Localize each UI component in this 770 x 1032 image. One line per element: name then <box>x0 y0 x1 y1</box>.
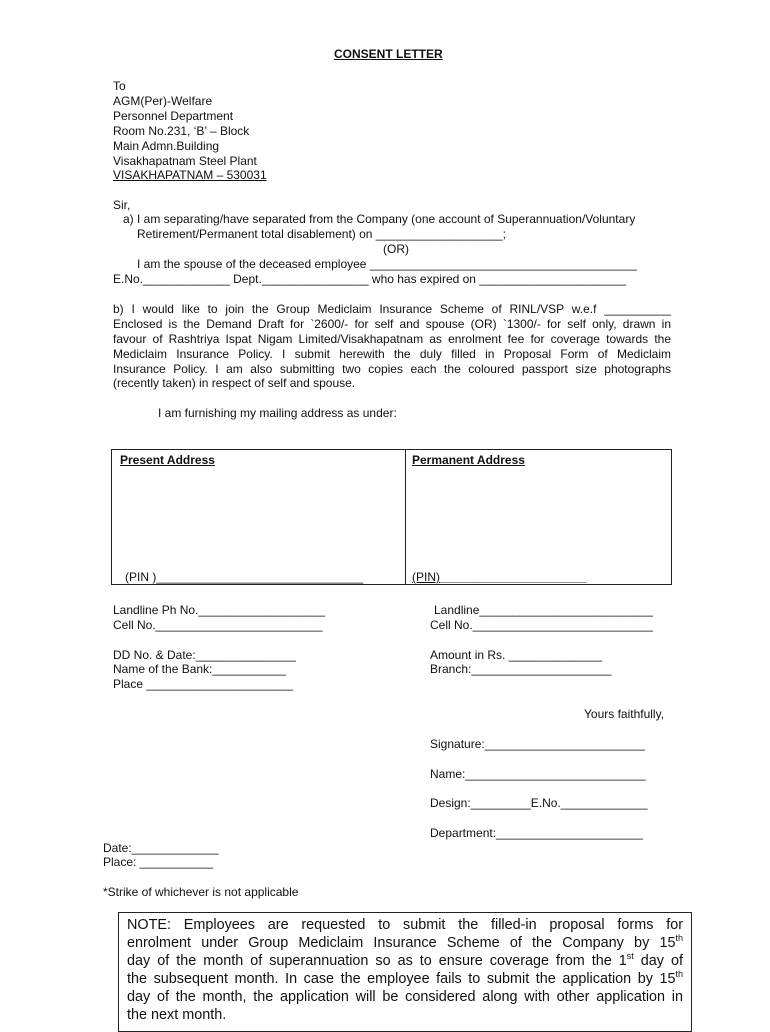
or-label: (OR) <box>383 242 409 256</box>
note-text: day of the month of superannuation so as to ensure coverage from the 1 <box>127 953 627 969</box>
para-b-line: (recently taken) in respect of self and spouse. <box>113 376 356 390</box>
address-table <box>111 449 672 585</box>
note-line: NOTE: Employees are requested to submit the filled-in proposal forms for <box>127 917 683 933</box>
addressee-line: AGM(Per)-Welfare <box>113 94 213 108</box>
addressee-line: Room No.231, ‘B’ – Block <box>113 124 250 138</box>
dd-no-field[interactable]: DD No. & Date:_______________ <box>113 648 296 662</box>
para-b-line: favour of Rashtriya Ispat Nigam Limited/Visakhapatnam as enrolment fee for coverage towards the <box>113 332 671 346</box>
amount-field[interactable]: Amount in Rs. ______________ <box>430 648 603 662</box>
page-title: CONSENT LETTER <box>334 47 443 61</box>
note-line: day of the month, the application will be considered along with other application in <box>127 989 683 1005</box>
para-b-line: Insurance Policy. I am also submitting two copies each the coloured passport size photographs <box>113 362 671 376</box>
para-a-line: I am the spouse of the deceased employee ________________________________________ <box>137 257 637 271</box>
para-a-line: E.No._____________ Dept.________________ who has expired on ______________________ <box>113 272 627 286</box>
permanent-address-header: Permanent Address <box>412 453 525 467</box>
permanent-pin-blank: ______________________ <box>440 570 587 584</box>
note-line: the next month. <box>127 1007 227 1023</box>
note-superscript: th <box>675 969 683 980</box>
para-a-line: a) I am separating/have separated from the Company (one account of Superannuation/Voluntary <box>123 212 636 226</box>
landline-ph-field[interactable]: Landline Ph No.___________________ <box>113 603 326 617</box>
place-field[interactable]: Place ______________________ <box>113 677 294 691</box>
date-field[interactable]: Date:_____________ <box>103 841 219 855</box>
present-pin-field[interactable]: (PIN )_______________________________ <box>125 570 364 584</box>
note-line <box>127 952 683 970</box>
department-field[interactable]: Department:______________________ <box>430 826 643 840</box>
present-address-header: Present Address <box>120 453 215 467</box>
addressee-line: Visakhapatnam Steel Plant <box>113 154 257 168</box>
mailing-intro: I am furnishing my mailing address as under: <box>158 406 397 420</box>
landline-field-right[interactable]: Landline__________________________ <box>434 603 653 617</box>
bank-name-field[interactable]: Name of the Bank:___________ <box>113 662 286 676</box>
note-line <box>127 934 683 952</box>
addressee-line: Personnel Department <box>113 109 234 123</box>
cell-field-right[interactable]: Cell No.___________________________ <box>430 618 653 632</box>
para-b-line: Mediclaim Insurance Policy. I submit herewith the duly filled in Proposal Form of Mediclaim <box>113 347 671 361</box>
permanent-pin-label: (PIN) <box>412 570 440 584</box>
addressee-line: Main Admn.Building <box>113 139 220 153</box>
yours-faithfully: Yours faithfully, <box>584 707 665 721</box>
note-box <box>118 912 692 1032</box>
note-text: day of <box>633 953 683 969</box>
name-field[interactable]: Name:___________________________ <box>430 767 646 781</box>
para-a-line: Retirement/Permanent total disablement) on ___________________; <box>137 227 506 241</box>
note-text: enrolment under Group Mediclaim Insurance Scheme of the Company by 15 <box>127 935 676 951</box>
strike-note: *Strike of whichever is not applicable <box>103 885 299 899</box>
para-b-line: b) I would like to join the Group Mediclaim Insurance Scheme of RINL/VSP w.e.f __________ <box>113 302 671 316</box>
para-b-line: Enclosed is the Demand Draft for `2600/- for self and spouse (OR) `1300/- for self only, drawn in <box>113 317 671 331</box>
permanent-pin-field[interactable] <box>412 570 587 585</box>
note-line <box>127 970 683 988</box>
salutation: Sir, <box>113 198 131 212</box>
note-superscript: st <box>626 951 634 962</box>
note-text: the subsequent month. In case the employee fails to submit the application by 15 <box>127 971 676 987</box>
place-field-bottom[interactable]: Place: ___________ <box>103 855 214 869</box>
address-table-divider <box>405 450 406 584</box>
branch-field[interactable]: Branch:_____________________ <box>430 662 612 676</box>
design-eno-field[interactable]: Design:_________E.No._____________ <box>430 796 648 810</box>
signature-field[interactable]: Signature:________________________ <box>430 737 645 751</box>
addressee-city: VISAKHAPATNAM – 530031 <box>113 168 267 182</box>
note-superscript: th <box>675 933 683 944</box>
cell-field-left[interactable]: Cell No._________________________ <box>113 618 323 632</box>
addressee-to: To <box>113 79 126 93</box>
